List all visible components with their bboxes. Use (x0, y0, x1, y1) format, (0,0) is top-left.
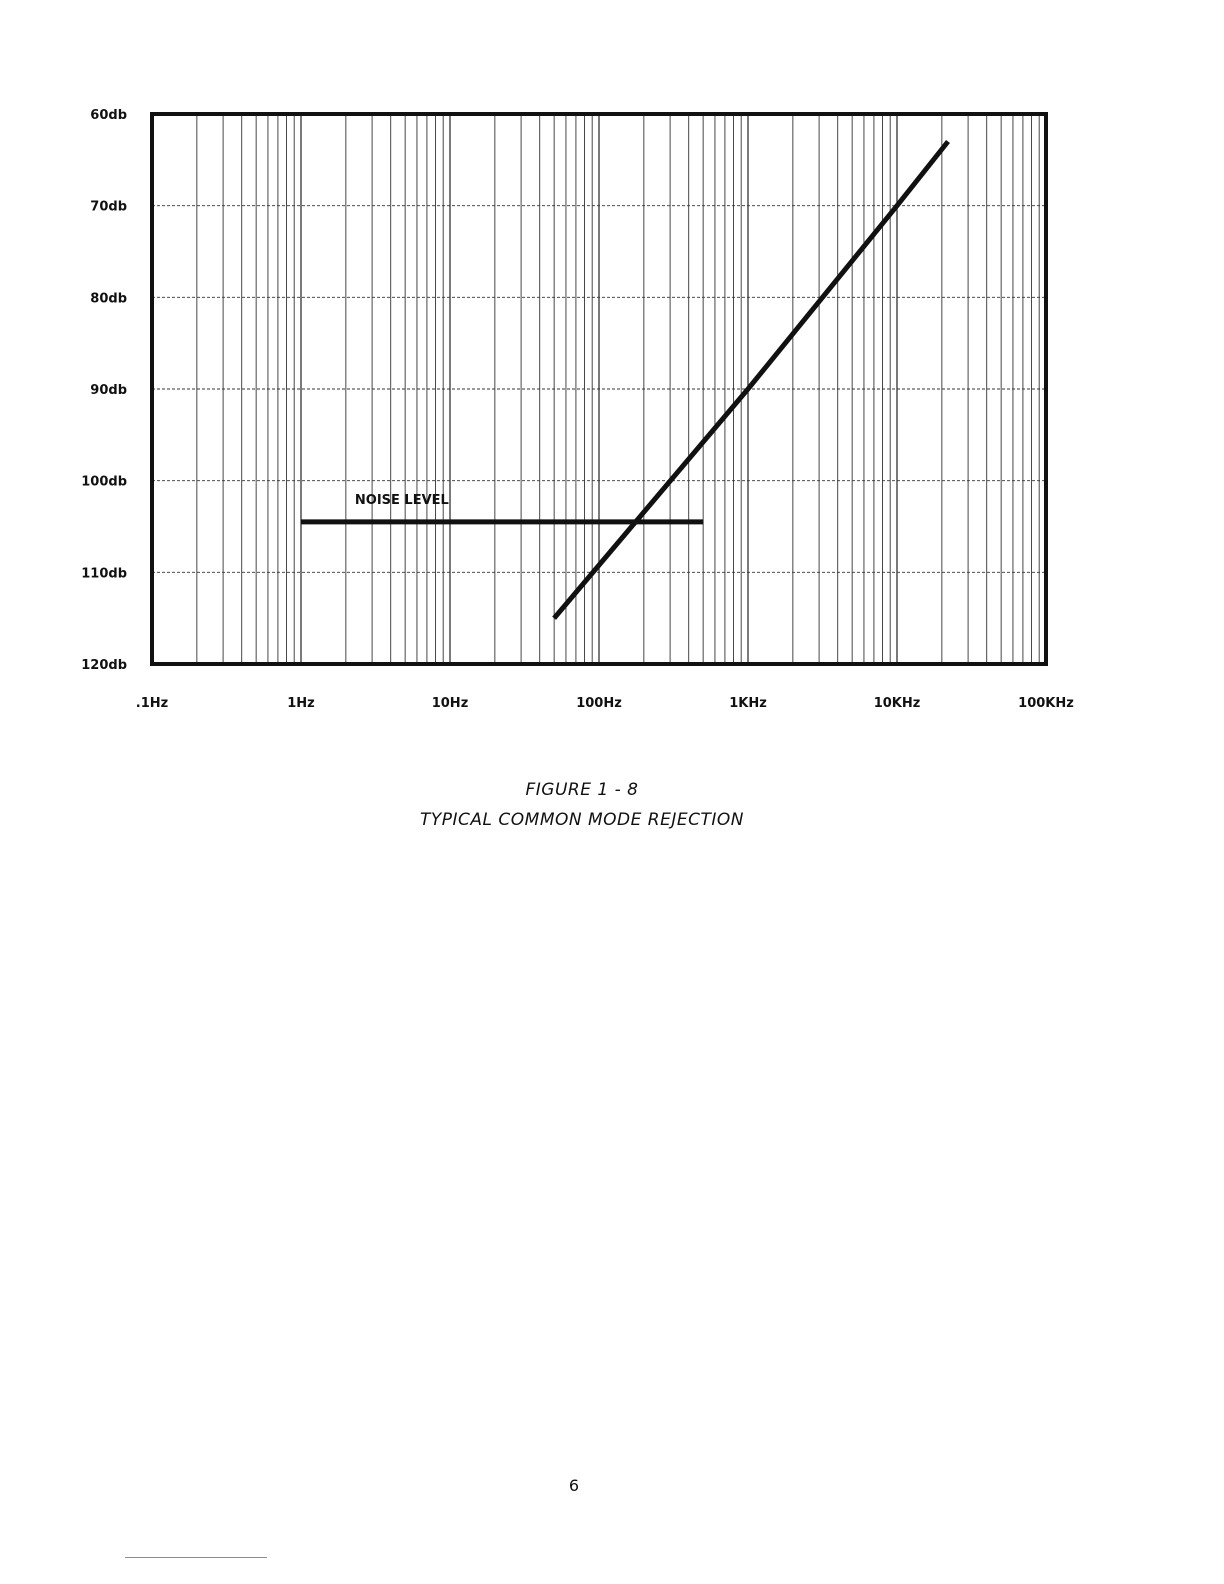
y-tick-label: 60db (90, 108, 127, 123)
x-tick-label: 10Hz (431, 696, 469, 711)
x-tick-label: 100Hz (576, 696, 622, 711)
y-tick-label: 100db (81, 474, 127, 490)
chart-series (301, 142, 948, 619)
y-tick-label: 70db (90, 199, 127, 215)
x-axis-ticks (136, 696, 1074, 711)
y-tick-label: 120db (81, 658, 127, 673)
x-tick-label: 10KHz (873, 696, 921, 711)
cmr-chart (0, 0, 1224, 760)
figure-number: FIGURE 1 - 8 (525, 780, 639, 800)
x-tick-label: .1Hz (135, 696, 169, 711)
x-tick-label: 1Hz (287, 696, 315, 711)
figure-title: TYPICAL COMMON MODE REJECTION (420, 810, 744, 830)
y-axis-ticks (81, 108, 127, 673)
x-tick-label: 1KHz (729, 696, 767, 711)
chart-annotations (355, 493, 449, 508)
noise-level-label: NOISE LEVEL (354, 493, 449, 508)
cmr-curve (554, 142, 948, 619)
y-tick-label: 80db (90, 291, 127, 307)
y-tick-label: 90db (90, 383, 127, 398)
chart-grid (152, 114, 1046, 664)
x-tick-label: 100KHz (1018, 696, 1074, 711)
footer-rule (125, 1557, 267, 1558)
page-number: 6 (568, 1476, 580, 1495)
y-tick-label: 110db (81, 566, 127, 582)
